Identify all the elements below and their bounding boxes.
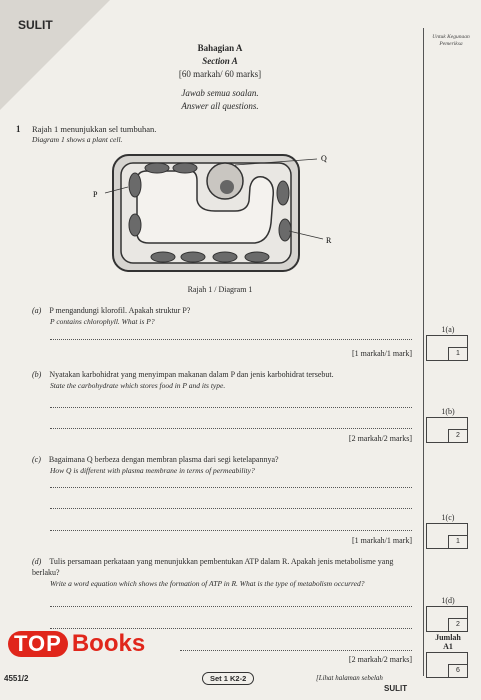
chloroplast-p: [129, 173, 141, 197]
part-text-ms: Nyatakan karbohidrat yang menyimpan makanan dalam P dan jenis karbohidrat tersebut.: [49, 370, 334, 379]
total-label: Jumlah: [435, 633, 461, 642]
score-value: 1: [448, 535, 467, 548]
part-letter: (c): [32, 455, 41, 464]
nucleolus: [220, 180, 234, 194]
part-text-en: Write a word equation which shows the formation of ATP in R. What is the type of metabolism occurred?: [50, 578, 365, 588]
stem-ms: Rajah 1 menunjukkan sel tumbuhan.: [32, 124, 157, 134]
section-marks: [60 markah/ 60 marks]: [178, 69, 262, 80]
score-label: 1(d): [441, 596, 455, 605]
score-box: [426, 417, 468, 443]
chloroplast: [145, 163, 169, 173]
answer-line[interactable]: [50, 606, 412, 607]
part-text-en: State the carbohydrate which stores food in P and its type.: [50, 380, 226, 390]
score-label: 1(c): [441, 513, 455, 522]
score-box: [426, 606, 468, 632]
logo-books: Books: [71, 630, 146, 657]
label-p: P: [93, 190, 98, 199]
question-stem: [32, 124, 156, 146]
next-page-note: [Lihat halaman sebelah: [316, 674, 383, 682]
part-letter: (d): [32, 557, 42, 566]
topbooks-logo: [8, 630, 145, 658]
answer-line[interactable]: [50, 407, 412, 408]
section-header: [90, 42, 350, 113]
score-label: 1(a): [441, 325, 455, 334]
section-title: Section A: [202, 56, 238, 67]
part-b: [32, 370, 422, 391]
total-value: 6: [448, 664, 467, 677]
chloroplast: [151, 252, 175, 262]
marks-label: [2 markah/2 marks]: [348, 434, 412, 443]
chloroplast: [277, 181, 289, 205]
label-r: R: [326, 236, 332, 245]
chloroplast: [213, 252, 237, 262]
examiner-column-label: Untuk Kegunaan Pemeriksa: [432, 34, 470, 47]
diagram-caption: Rajah 1 / Diagram 1: [187, 285, 253, 294]
answer-line[interactable]: [50, 530, 412, 531]
part-text-ms: Tulis persamaan perkataan yang menunjukkan pembentukan ATP dalam R. Apakah jenis metabolisme yang berlaku?: [32, 557, 394, 577]
part-text-en: P contains chlorophyll. What is P?: [50, 316, 155, 326]
score-box: [426, 523, 468, 549]
total-sub: A1: [443, 642, 453, 651]
marks-label: [2 markah/2 marks]: [348, 655, 412, 664]
part-text-en: How Q is different with plasma membrane in terms of permeability?: [50, 465, 255, 475]
score-value: 2: [448, 618, 467, 631]
answer-line[interactable]: [50, 628, 412, 629]
total-box: [426, 652, 468, 678]
part-a: [32, 306, 412, 327]
instruction-ms: Jawab semua soalan.: [181, 88, 259, 99]
paper-code: 4551/2: [4, 674, 29, 683]
marks-label: [1 markah/1 mark]: [352, 349, 412, 358]
part-c: [32, 455, 412, 476]
score-value: 2: [448, 429, 467, 442]
plant-cell-diagram: [85, 145, 345, 285]
marks-label: [1 markah/1 mark]: [352, 536, 412, 545]
set-badge: Set 1 K2-2: [202, 672, 254, 685]
answer-line[interactable]: [50, 339, 412, 340]
sulit-header: SULIT: [18, 18, 53, 32]
stem-en: Diagram 1 shows a plant cell.: [32, 135, 123, 145]
answer-line[interactable]: [180, 650, 412, 651]
part-text-ms: P mengandungi klorofil. Apakah struktur P?: [49, 306, 191, 315]
part-letter: (b): [32, 370, 42, 379]
answer-line[interactable]: [50, 487, 412, 488]
score-label: 1(b): [441, 407, 455, 416]
answer-line[interactable]: [50, 428, 412, 429]
part-d: [32, 557, 414, 589]
question-number: 1: [16, 124, 21, 134]
logo-top: TOP: [8, 631, 68, 657]
answer-line[interactable]: [50, 508, 412, 509]
sulit-footer: SULIT: [384, 684, 408, 693]
label-q: Q: [321, 154, 327, 163]
part-text-ms: Bagaimana Q berbeza dengan membran plasma dari segi ketelapannya?: [48, 455, 279, 464]
chloroplast-r: [279, 219, 291, 241]
chloroplast: [181, 252, 205, 262]
instruction-en: Answer all questions.: [181, 101, 259, 112]
chloroplast: [245, 252, 269, 262]
examiner-margin-line: [423, 28, 424, 676]
chloroplast: [129, 214, 141, 236]
chloroplast: [173, 163, 197, 173]
part-letter: (a): [32, 306, 42, 315]
bahagian-title: Bahagian A: [197, 43, 243, 53]
score-box: [426, 335, 468, 361]
score-value: 1: [448, 347, 467, 360]
